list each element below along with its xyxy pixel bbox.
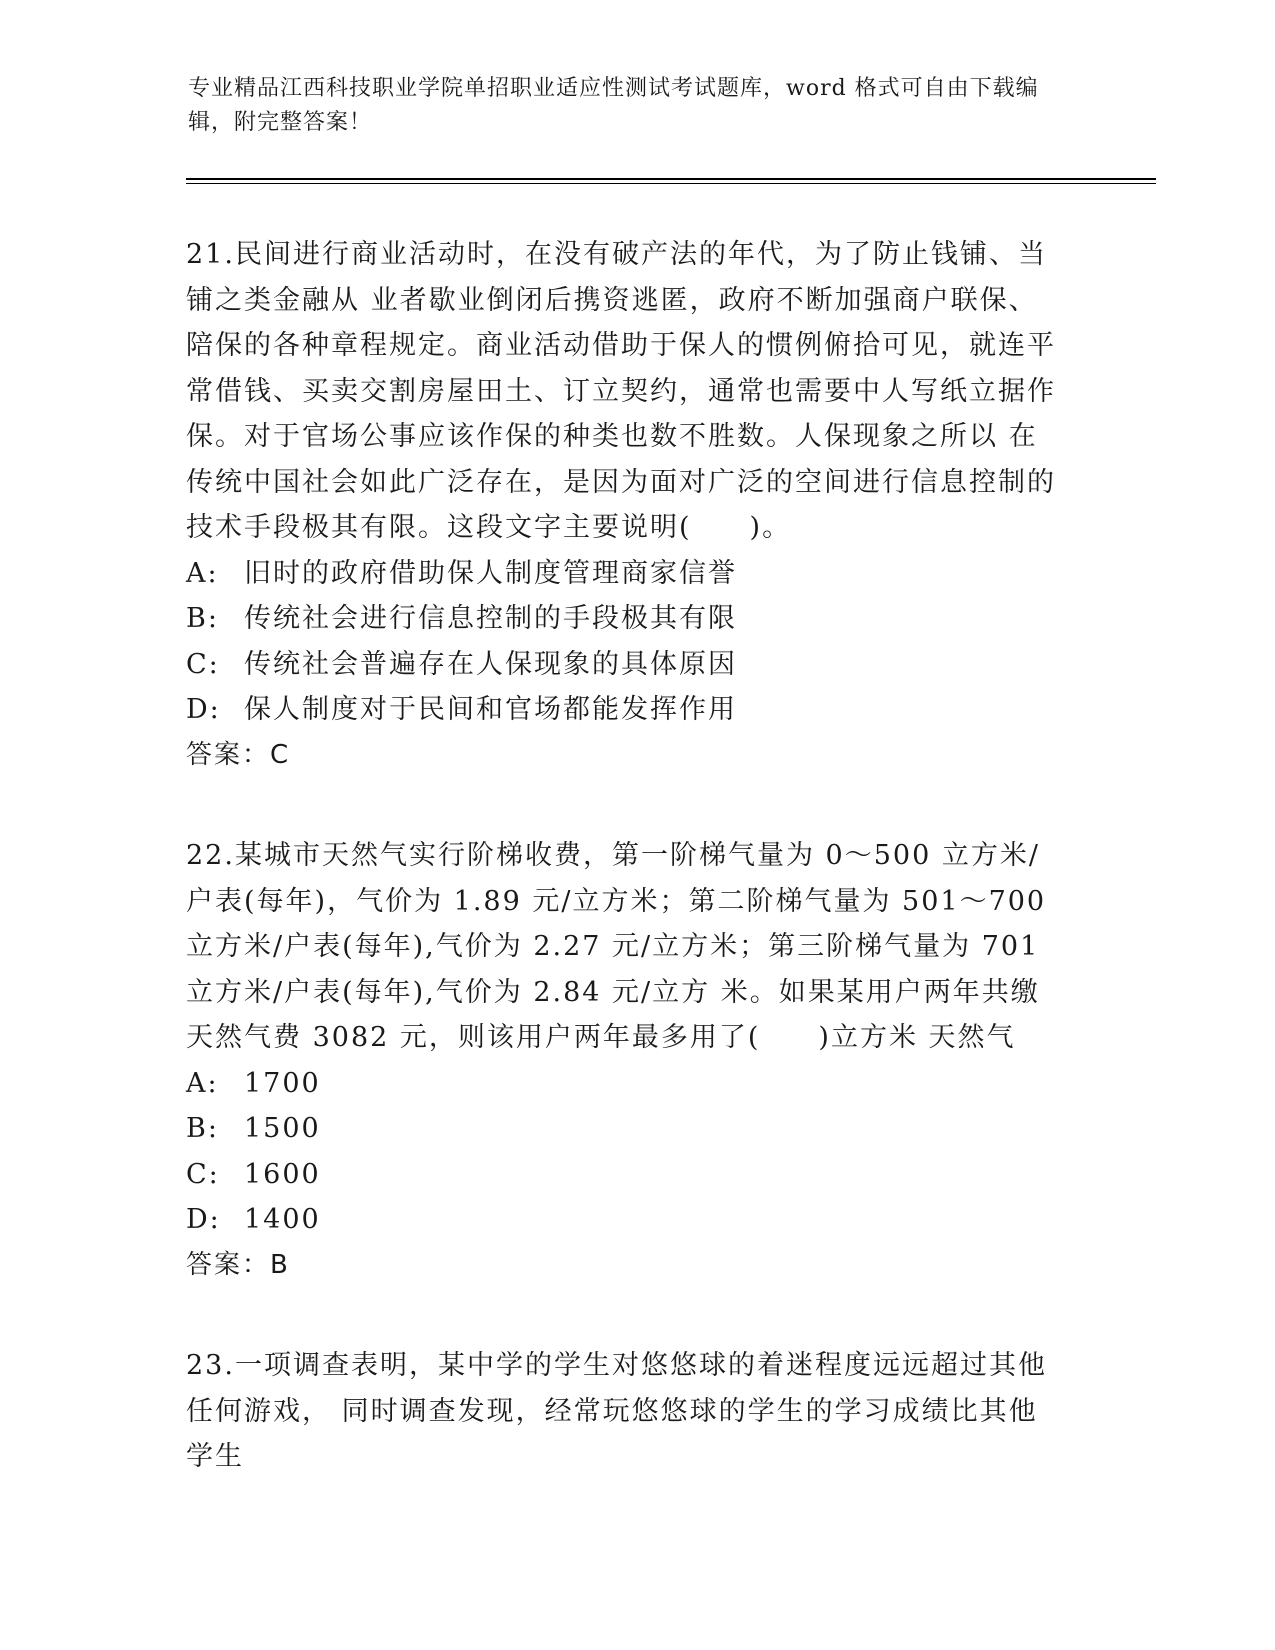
page-header bbox=[188, 72, 1068, 140]
option-text: 传统社会普遍存在人保现象的具体原因 bbox=[244, 648, 737, 680]
option-c bbox=[186, 642, 1066, 688]
option-letter: A: bbox=[186, 557, 219, 589]
answer: 答案：B bbox=[186, 1249, 290, 1280]
option-letter: B: bbox=[186, 603, 219, 634]
question-22 bbox=[186, 833, 1066, 1288]
spacer bbox=[186, 778, 1066, 833]
header-rule-thin bbox=[186, 183, 1156, 184]
question-number: 22. bbox=[186, 840, 235, 871]
option-letter: C: bbox=[186, 1158, 220, 1190]
question-21 bbox=[186, 232, 1066, 778]
question-23 bbox=[186, 1343, 1066, 1480]
option-text: 1700 bbox=[244, 1067, 321, 1099]
question-text: 某城市天然气实行阶梯收费，第一阶梯气量为 0～500 立方米/户表(每年)，气价为 1.89 元/立方米；第二阶梯气量为 501～700 立方米/户表(每年),气价为 2.27 元/立方米；第三阶梯气量为 701 立方米/户表(每年),气价为 2.84 元/立方 米。如果某用户两年共缴天然气费 3082 元，则该用户两年最多用了( )立方米 天然气 bbox=[186, 840, 1047, 1053]
option-text: 保人制度对于民间和官场都能发挥作用 bbox=[244, 694, 737, 725]
header-rule-thick bbox=[186, 178, 1156, 180]
question-stem bbox=[186, 232, 1066, 551]
option-b bbox=[186, 1106, 1066, 1152]
option-b bbox=[186, 596, 1066, 642]
question-number: 23. bbox=[186, 1350, 235, 1381]
option-letter: B: bbox=[186, 1113, 219, 1144]
option-d bbox=[186, 1197, 1066, 1243]
option-text: 1400 bbox=[244, 1204, 321, 1235]
option-letter: D: bbox=[186, 694, 221, 725]
option-text: 1600 bbox=[244, 1158, 321, 1190]
question-stem bbox=[186, 1343, 1066, 1480]
option-letter: C: bbox=[186, 648, 220, 680]
option-letter: A: bbox=[186, 1067, 219, 1099]
option-a bbox=[186, 551, 1066, 597]
question-number: 21. bbox=[186, 239, 235, 270]
option-a bbox=[186, 1061, 1066, 1107]
document-body bbox=[186, 232, 1066, 1480]
option-text: 1500 bbox=[244, 1113, 321, 1144]
question-stem bbox=[186, 833, 1066, 1061]
option-text: 传统社会进行信息控制的手段极其有限 bbox=[244, 603, 737, 634]
spacer bbox=[186, 1288, 1066, 1343]
option-c bbox=[186, 1152, 1066, 1198]
option-letter: D: bbox=[186, 1204, 221, 1235]
option-text: 旧时的政府借助保人制度管理商家信誉 bbox=[244, 557, 737, 589]
question-text: 民间进行商业活动时，在没有破产法的年代，为了防止钱铺、当铺之类金融从 业者歇业倒闭后携资逃匿，政府不断加强商户联保、陪保的各种章程规定。商业活动借助于保人的惯例俯拾可见，就连平常借钱、买卖交割房屋田土、订立契约，通常也需要中人写纸立据作保。对于官场公事应该作保的种类也数不胜数。人保现象之所以 在传统中国社会如此广泛存在，是因为面对广泛的空间进行信息控制的技术手段极其有限。这段文字主要说明( )。 bbox=[186, 239, 1056, 543]
answer: 答案：C bbox=[186, 739, 291, 770]
header-text: 专业精品江西科技职业学院单招职业适应性测试考试题库，word 格式可自由下载编辑，附完整答案！ bbox=[188, 76, 1039, 135]
option-d bbox=[186, 687, 1066, 733]
question-text: 一项调查表明，某中学的学生对悠悠球的着迷程度远远超过其他任何游戏， 同时调查发现，经常玩悠悠球的学生的学习成绩比其他学生 bbox=[186, 1350, 1047, 1472]
